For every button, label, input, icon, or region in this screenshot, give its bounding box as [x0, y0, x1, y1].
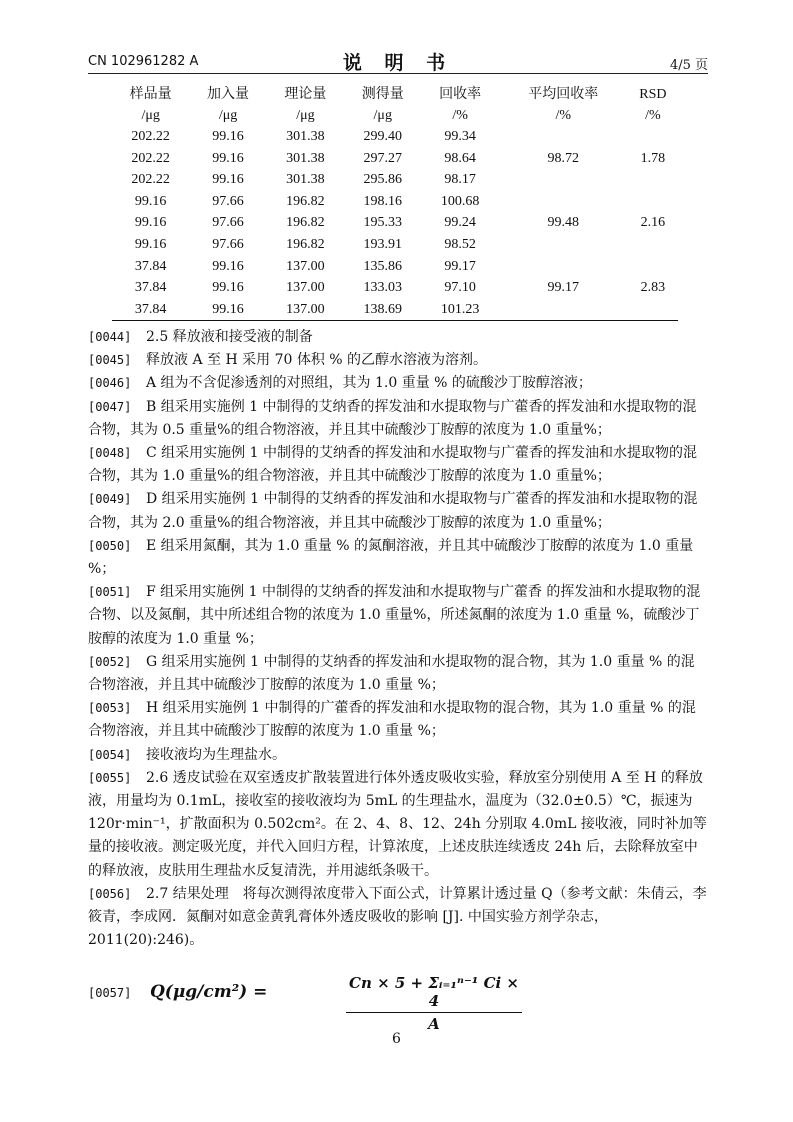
table-cell: 135.86 — [363, 258, 402, 274]
table-cell — [499, 234, 628, 256]
table-cell: 100.68 — [440, 193, 480, 209]
fraction-bar — [346, 1012, 522, 1013]
formula-lhs: Q(μg/cm²) = — [150, 982, 268, 1002]
paragraph-number: [0049] — [88, 492, 132, 507]
paragraph-text: 2.6 透皮试验在双室透皮扩散装置进行体外透皮吸收实验，释放室分别使用 A 至 H 的释放液，用量均为 0.1mL，接收室的接收液均为 5mL 的生理盐水，温度为（32.0±0.5）℃，振速为 120r·min⁻¹，扩散面积为 0.502cm²。在 2、4、8、12、24h 分别取 4.0mL 接收液，同时补加等量的接收液。测定吸光度，并代入回归方程，计算浓度，上述皮肤连续透皮 24h 后，去除释放室中的释放液，皮肤用生理盐水反复清洗，并用滤纸条吸干。 — [88, 769, 707, 879]
column-header: 样品量 — [129, 87, 172, 102]
paragraph-number: [0047] — [88, 399, 132, 414]
paragraph — [88, 883, 708, 953]
paragraph-text: D 组采用实施例 1 中制得的艾纳香的挥发油和水提取物与广藿香的挥发油和水提取物的混合物，其为 2.0 重量%的组合物溶液，并且其中硫酸沙丁胺醇的浓度为 1.0 重量%； — [88, 491, 698, 531]
table-cell — [499, 169, 628, 191]
formula-numerator: Cn × 5 + Σᵢ₌₁ⁿ⁻¹ Ci × 4 — [349, 974, 519, 1010]
paragraph — [88, 535, 708, 581]
table-cell: 37.84 — [134, 280, 167, 296]
table-cell — [628, 126, 678, 148]
table-cell — [499, 126, 628, 148]
paragraph-number: [0046] — [88, 376, 132, 391]
column-header: 平均回收率 — [528, 87, 599, 102]
paragraph-number: [0053] — [88, 701, 132, 716]
paragraph-number: [0056] — [88, 886, 132, 901]
column-header: RSD — [639, 87, 667, 102]
table-cell: 301.38 — [286, 172, 325, 188]
paragraph-number: [0050] — [88, 538, 132, 553]
paragraph-number: [0057] — [88, 986, 132, 1000]
paragraph-text: 释放液 A 至 H 采用 70 体积 % 的乙醇水溶液为溶剂。 — [146, 352, 488, 369]
paragraph-text: G 组采用实施例 1 中制得的艾纳香的挥发油和水提取物的混合物，其为 1.0 重量 % 的混合物溶液，并且其中硫酸沙丁胺醇的浓度为 1.0 重量 %； — [88, 653, 695, 694]
table-cell: 99.16 — [134, 236, 167, 252]
paragraph-number: [0054] — [88, 747, 132, 762]
paragraph-text: C 组采用实施例 1 中制得的艾纳香的挥发油和水提取物与广藿香的挥发油和水提取物的混合物，其为 1.0 重量%的组合物溶液，并且其中硫酸沙丁胺醇的浓度为 1.0 重量%； — [88, 445, 697, 485]
column-header: /% — [555, 108, 572, 123]
column-header: /μg — [218, 108, 238, 123]
table-cell: 99.16 — [134, 215, 167, 231]
table-cell: 301.38 — [286, 129, 325, 144]
table-row — [112, 169, 678, 191]
table-cell — [628, 256, 678, 278]
table-cell: 101.23 — [421, 299, 498, 321]
table-cell: 98.72 — [547, 150, 580, 166]
table-cell: 1.78 — [640, 150, 666, 166]
table-cell: 97.66 — [212, 236, 244, 252]
table-cell — [499, 256, 628, 278]
table-cell: 97.66 — [212, 215, 244, 231]
table-cell: 299.40 — [363, 129, 402, 144]
formula-denominator: A — [428, 1015, 440, 1033]
table-cell: 98.52 — [444, 236, 476, 252]
table-cell: 2.16 — [640, 215, 666, 231]
table-cell: 2.83 — [640, 280, 666, 296]
table-cell — [499, 299, 628, 321]
column-header: /% — [645, 108, 661, 123]
table-cell: 99.16 — [212, 280, 244, 296]
paragraph — [88, 488, 708, 534]
table-cell: 99.16 — [212, 172, 244, 188]
table-cell: 99.16 — [212, 129, 244, 144]
table-cell: 198.16 — [363, 193, 402, 209]
table-cell: 133.03 — [363, 280, 402, 296]
table-cell: 99.48 — [547, 215, 580, 231]
table-cell — [628, 191, 678, 213]
table-cell: 202.22 — [131, 172, 170, 188]
table-cell: 137.00 — [286, 258, 325, 274]
table-header-row — [112, 105, 678, 126]
table-cell: 297.27 — [363, 150, 402, 166]
paragraph — [88, 581, 708, 651]
table-cell: 99.16 — [212, 150, 244, 166]
header-rule — [88, 73, 708, 74]
table-cell: 202.22 — [131, 129, 170, 144]
paragraph — [88, 396, 708, 442]
paragraph-text: B 组采用实施例 1 中制得的艾纳香的挥发油和水提取物与广藿香的挥发油和水提取物的混合物，其为 0.5 重量%的组合物溶液，并且其中硫酸沙丁胺醇的浓度为 1.0 重量%； — [88, 398, 697, 438]
paragraph-number: [0048] — [88, 446, 132, 461]
paragraph-list — [88, 326, 708, 952]
table-cell: 99.24 — [444, 215, 476, 231]
table-cell: 193.91 — [363, 236, 402, 252]
table-cell: 99.16 — [212, 258, 244, 274]
table-cell: 99.17 — [444, 258, 476, 274]
table-header-row — [112, 84, 678, 105]
column-header: /μg — [373, 108, 392, 123]
column-header: /% — [452, 108, 468, 123]
table-cell: 137.00 — [286, 280, 325, 296]
table-cell: 138.69 — [344, 299, 421, 321]
paragraph-text: E 组采用氮酮，其为 1.0 重量 % 的氮酮溶液，并且其中硫酸沙丁胺醇的浓度为 1.0 重量 %； — [88, 537, 694, 578]
table-row — [112, 299, 678, 321]
table-cell: 99.16 — [134, 193, 167, 209]
table-row — [112, 234, 678, 256]
column-header: /μg — [141, 108, 160, 123]
table-cell — [628, 299, 678, 321]
table-cell: 202.22 — [131, 150, 170, 166]
table-row — [112, 277, 678, 299]
table-cell: 99.16 — [189, 299, 266, 321]
paragraph-number: [0052] — [88, 654, 132, 669]
paragraph-text: A 组为不含促渗透剂的对照组，其为 1.0 重量 % 的硫酸沙丁胺醇溶液； — [146, 375, 592, 392]
document-number: CN 102961282 A — [88, 54, 199, 69]
paragraph — [88, 697, 708, 743]
paragraph-text: 2.7 结果处理 将每次测得浓度带入下面公式，计算累计透过量 Q（参考文献：朱倩云，李筱青，李成网．氮酮对如意金黄乳膏体外透皮吸收的影响 [J]. 中国实验方剂学杂志，2011(20):246)。 — [88, 885, 707, 949]
table-row — [112, 126, 678, 148]
formula-fraction — [346, 974, 522, 1033]
paragraph — [88, 744, 708, 767]
formula-block — [88, 974, 708, 1033]
column-header: /μg — [296, 108, 315, 123]
column-header: 理论量 — [284, 87, 327, 102]
table-cell: 195.33 — [363, 215, 402, 231]
paragraph — [88, 767, 708, 883]
page-number: 6 — [392, 1031, 401, 1047]
paragraph — [88, 442, 708, 488]
column-header: 加入量 — [207, 87, 250, 102]
table-cell: 97.66 — [212, 193, 244, 209]
table-cell: 301.38 — [286, 150, 325, 166]
table-cell: 196.82 — [286, 193, 325, 209]
table-cell — [628, 169, 678, 191]
table-row — [112, 256, 678, 278]
table-row — [112, 191, 678, 213]
paragraph — [88, 372, 708, 395]
paragraph — [88, 651, 708, 697]
table-cell: 97.10 — [444, 280, 476, 296]
table-cell: 98.64 — [444, 150, 476, 166]
table-cell: 137.00 — [267, 299, 344, 321]
paragraph-text: 2.5 释放液和接受液的制备 — [146, 329, 313, 345]
table-row — [112, 148, 678, 170]
page-indicator: 4/5 页 — [669, 58, 708, 73]
table-cell: 37.84 — [134, 258, 167, 274]
paragraph-text: H 组采用实施例 1 中制得的广藿香的挥发油和水提取物的混合物，其为 1.0 重量 % 的混合物溶液，并且其中硫酸沙丁胺醇的浓度为 1.0 重量 %； — [88, 700, 696, 740]
paragraph-text: F 组采用实施例 1 中制得的艾纳香的挥发油和水提取物与广藿香 的挥发油和水提取物的混合物、以及氮酮，其中所述组合物的浓度为 1.0 重量%，所述氮酮的浓度为 1.0 重量 %，硫酸沙丁胺醇的浓度为 1.0 重量 %； — [88, 584, 701, 647]
table-cell — [499, 191, 628, 213]
table-cell — [628, 234, 678, 256]
column-header: 测得量 — [361, 87, 404, 102]
paragraph-number: [0045] — [88, 353, 132, 368]
paragraph-number: [0055] — [88, 770, 132, 785]
table-cell: 99.34 — [444, 129, 476, 144]
document-title: 说 明 书 — [342, 52, 454, 74]
page-header — [88, 48, 708, 74]
table-cell: 196.82 — [286, 236, 325, 252]
column-header: 回收率 — [439, 87, 482, 102]
table-cell: 98.17 — [444, 172, 476, 188]
paragraph-number: [0051] — [88, 585, 132, 600]
table-row — [112, 212, 678, 234]
paragraph-number: [0044] — [88, 330, 132, 344]
table-cell: 295.86 — [363, 172, 402, 188]
table-cell: 37.84 — [112, 299, 189, 321]
paragraph — [88, 349, 708, 372]
paragraph-text: 接收液均为生理盐水。 — [146, 746, 286, 763]
recovery-table — [112, 84, 678, 321]
table-cell: 196.82 — [286, 215, 325, 231]
paragraph — [88, 326, 708, 349]
table-cell: 99.17 — [547, 280, 580, 296]
